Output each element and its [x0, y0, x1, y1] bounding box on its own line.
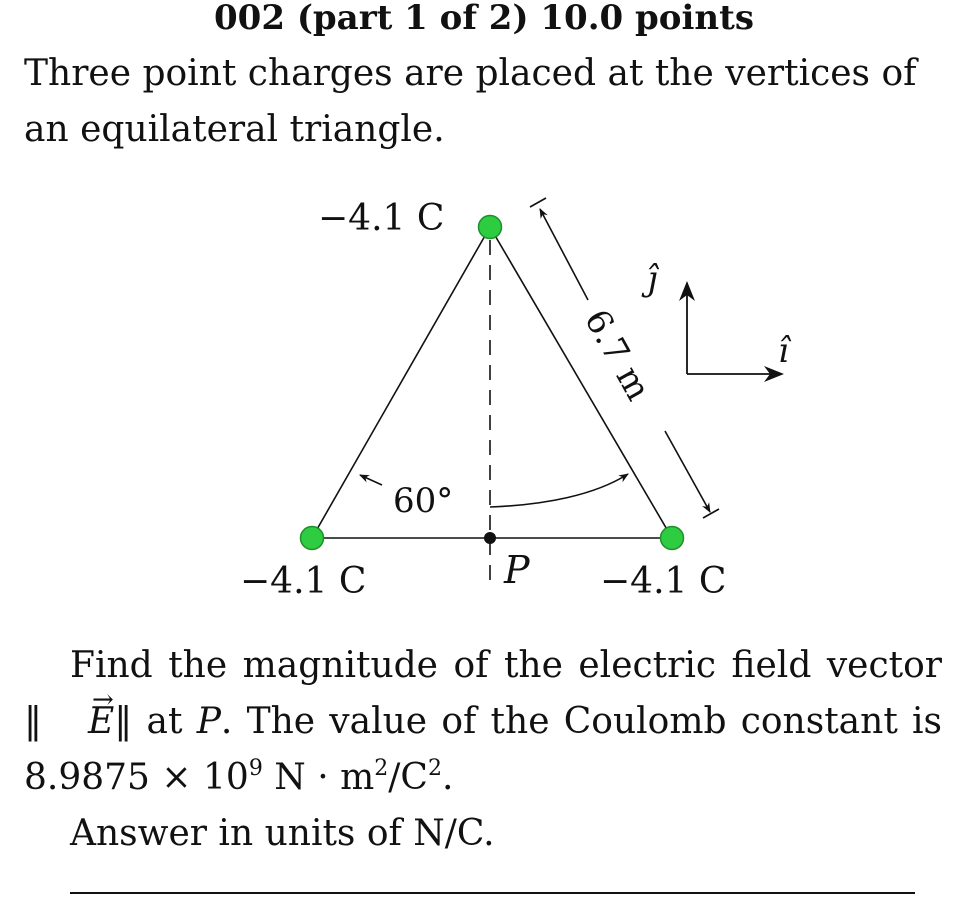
i-hat-label: î [778, 331, 789, 371]
charge-bottom-left [301, 527, 324, 550]
question-part5: /C [388, 757, 428, 798]
question-part2: at [146, 701, 183, 742]
question-part3: . The value of the Coulomb constant is 8.9875 × 10 [24, 701, 943, 798]
angle-arc [490, 474, 628, 507]
exponent-2a: 2 [374, 756, 389, 781]
vector-e: → E [42, 694, 114, 750]
dimension-arrow-lower [665, 431, 710, 512]
problem-header: 002 (part 1 of 2) 10.0 points [214, 0, 754, 38]
j-hat-label: ĵ [647, 259, 658, 299]
side-length-label: 6.7 m [576, 302, 659, 408]
answer-line[interactable] [70, 892, 915, 894]
charge-top [479, 216, 502, 239]
question-text [24, 638, 942, 862]
question-part4: N · m [262, 757, 375, 798]
charge-bottom-right [661, 527, 684, 550]
answer-units: Answer in units of N/C. [70, 813, 495, 854]
exponent-2b: 2 [427, 756, 442, 781]
norm-close: ‖ [114, 701, 133, 742]
angle-arrow-left [360, 475, 382, 485]
dimension-arrow-upper [540, 209, 588, 300]
question-point: P [196, 701, 221, 742]
dimension-tick-bottom [703, 509, 719, 518]
question-part1: Find the magnitude of the electric field vector [70, 645, 942, 686]
point-p [484, 532, 496, 544]
charge-label-top: −4.1 C [318, 198, 445, 239]
problem-intro: Three point charges are placed at the vertices of an equilateral triangle. [24, 53, 917, 150]
charge-label-bottom-left: −4.1 C [240, 561, 367, 602]
question-paragraph [24, 638, 942, 806]
point-p-label: P [504, 548, 530, 592]
question-part6: . [441, 757, 454, 798]
charge-label-bottom-right: −4.1 C [600, 561, 727, 602]
exponent-9: 9 [248, 756, 263, 781]
angle-label: 60° [393, 481, 454, 521]
dimension-tick-top [530, 198, 546, 207]
norm-open: ‖ [24, 701, 42, 742]
